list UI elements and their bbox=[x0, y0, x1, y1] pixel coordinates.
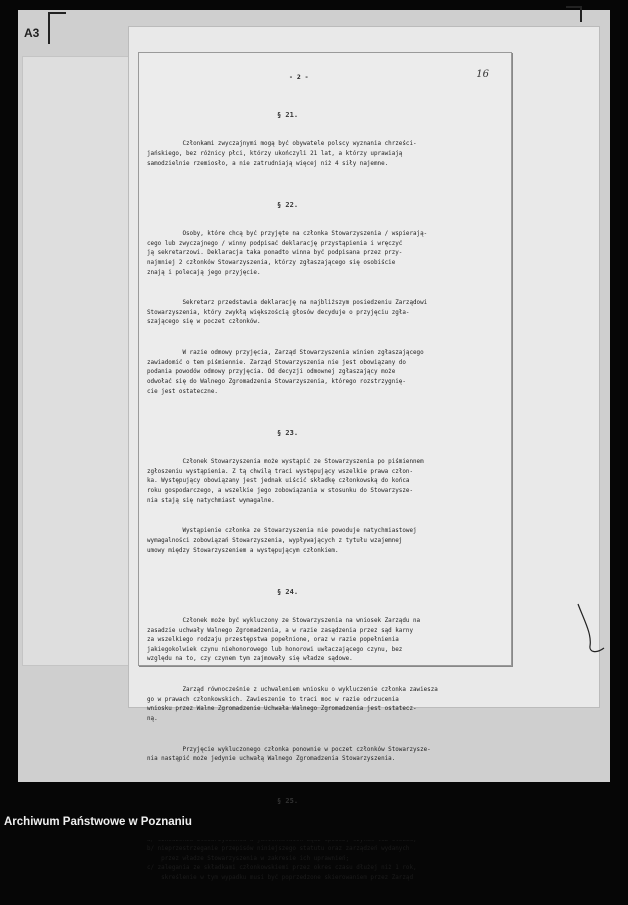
section-heading: § 24. bbox=[277, 587, 299, 596]
caption-bar bbox=[0, 810, 628, 840]
paragraph: Przyjęcie wykluczonego członka ponownie w poczet członków Stowarzysze- nia nastąpić może jedynie uchwałą Walnego Zgromadzenia Stowarzyszenia. bbox=[147, 746, 431, 763]
paragraph: Sekretarz przedstawia deklarację na najbliższym posiedzeniu Zarządowi Stowarzyszenia, który zwykłą większością głosów decyduje o przyjęciu zgła- szającego się w poczet członków. bbox=[147, 300, 428, 326]
paragraph: Członek może być wykluczony ze Stowarzyszenia na wniosek Zarządu na zasadzie uchwały Walnego Zgromadzenia, a w razie zasądzenia przez sąd karny za wszelkiego rodzaju przestępstwa popełnione, oraz w razie popełnienia jakiegokolwiek czynu niehonorowego lub honorowi uwłaczającego czynu, bez względu na to, czy czynem tym zajmowały się władze sądowe. bbox=[147, 618, 421, 663]
frame-label: A3 bbox=[24, 26, 40, 40]
section-heading: § 22. bbox=[277, 200, 299, 209]
pen-mark-icon bbox=[574, 600, 610, 660]
paragraph: W razie odmowy przyjęcia, Zarząd Stowarzyszenia winien zgłaszającego zawiadomić o tem piśmiennie. Zarząd Stowarzyszenia nie jest obowiązany do podania powodów odmowy przyjęcia. Od decyzji odmownej zgłaszający może odwołać się do Walnego Zgromadzenia Stowarzyszenia, którego rozstrzygnię- cie jest ostateczne. bbox=[147, 350, 424, 395]
paragraph: Wystąpienie członka ze Stowarzyszenia nie powoduje natychmiastowej wymagalności zobowiązań Stowarzyszenia, wypływających z tytułu wzajemnej umowy między Stowarzyszeniem a występującym członkiem. bbox=[147, 528, 417, 554]
section-heading: § 21. bbox=[277, 111, 299, 120]
paragraph: b/ nieprzestrzeganie przepisów niniejszego statutu oraz zarządzeń wydanych przez władze Stowarzyszenia w zakresie ich uprawnień; c/ zalegania ze składkami członkowskiemi przez okres czasu dłużej niż 1 rok, skreślenie w tym wypadku musi być poprzedzone skierowaniem przez Zarząd bbox=[147, 846, 417, 881]
section-heading: § 25. bbox=[277, 796, 299, 805]
paragraph: Członkami zwyczajnymi mogą być obywatele polscy wyznania chrześci- jańskiego, bez różnicy płci, którzy ukończyli 21 lat, a którzy uprawiają samodzielnie rzemiosło, a nie zatrudniają więcej niż 4 siły najemne. bbox=[147, 141, 417, 167]
underlying-sheet-left bbox=[22, 56, 136, 666]
paragraph: Osoby, które chcą być przyjęte na członka Stowarzyszenia / wspierają- cego lub zwyczajnego / winny podpisać deklarację przystąpienia i wręczyć ją sekretarzowi. Deklaracja taka ponadto winna być podpisana przez przy- najmniej 2 członków Stowarzyszenia, którzy zgłaszającego się osobiście znają i polecają jego przyjęcie. bbox=[147, 231, 428, 276]
statute-text bbox=[147, 91, 503, 905]
paragraph: Zarząd równocześnie z uchwaleniem wniosku o wykluczenie członka zawiesza go w prawach członkowskich. Zawieszenie to traci moc w razie odrzucenia wniosku przez Walne Zgromadzenie Uchwała Walnego Zgromadzenia jest ostatecz- ną. bbox=[147, 687, 438, 723]
paragraph: Członek Stowarzyszenia może wystąpić ze Stowarzyszenia po piśmiennem zgłoszeniu wystąpienia. Z tą chwilą traci występujący wszelkie prawa człon- ka. Występujący obowiązany jest jednak uiścić składkę członkowską do końca roku gospodarczego, a wszelkie jego zobowiązania w stosunku do Stowarzysze- nia stają się natychmiast wymagalne. bbox=[147, 459, 424, 504]
section-heading: § 23. bbox=[277, 429, 299, 437]
page-number: - 2 - bbox=[289, 73, 309, 81]
folio-number: 16 bbox=[476, 69, 489, 80]
archive-caption: Archiwum Państwowe w Poznaniu bbox=[4, 816, 192, 828]
crop-mark-top-right bbox=[566, 6, 582, 22]
document-page bbox=[138, 52, 512, 881]
crop-mark-top-left bbox=[48, 12, 66, 44]
